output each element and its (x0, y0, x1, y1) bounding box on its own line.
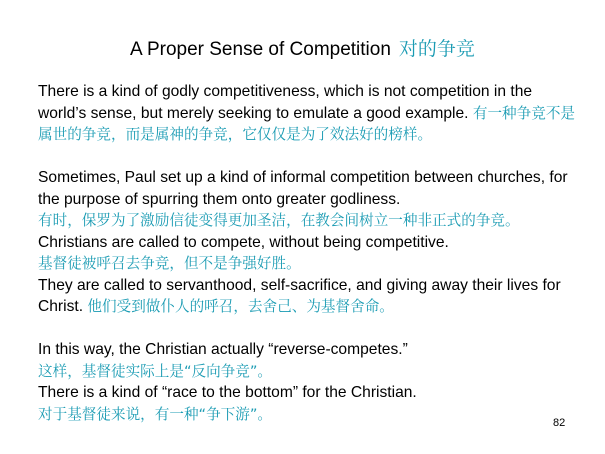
paragraph-3-english: Christians are called to compete, without being competitive. (38, 233, 449, 251)
paragraph-2-chinese: 有时，保罗为了激励信徒变得更加圣洁，在教会间树立一种非正式的争竞。 (38, 212, 520, 229)
title-english: A Proper Sense of Competition (130, 39, 391, 60)
paragraph-1-chinese: 有一种争竞不是属世的争竞，而是属神的争竞，它仅仅是为了效法好的榜样。 (38, 104, 576, 143)
paragraph-servanthood (38, 275, 578, 318)
spacer (38, 146, 578, 168)
paragraph-paul-competition (38, 167, 578, 232)
paragraph-6-chinese: 对于基督徒来说，有一种“争下游”。 (38, 405, 273, 423)
paragraph-6-english: There is a kind of “race to the bottom” for the Christian. (38, 384, 417, 401)
paragraph-called-to-compete (38, 232, 578, 275)
paragraph-5-chinese: 这样，基督徒实际上是“反向争竞”。 (38, 362, 273, 380)
page-number: 82 (553, 417, 566, 429)
paragraph-4-english: They are called to servanthood, self-sacrifice, and giving away their lives for Christ. (38, 276, 561, 315)
paragraph-godly-competitiveness (38, 81, 578, 146)
spacer (38, 318, 578, 340)
paragraph-4-chinese: 他们受到做仆人的呼召，去舍己、为基督舍命。 (87, 298, 394, 315)
slide-body (38, 81, 578, 425)
paragraph-race-to-bottom (38, 382, 578, 425)
slide-title (0, 37, 605, 62)
paragraph-reverse-competes (38, 339, 578, 382)
paragraph-3-chinese: 基督徒被呼召去争竞，但不是争强好胜。 (38, 255, 301, 272)
paragraph-2-english: Sometimes, Paul set up a kind of informal competition between churches, for the purpose of spurring them onto greater godliness. (38, 169, 568, 208)
paragraph-1-english: There is a kind of godly competitiveness, which is not competition in the world’s sense, but merely seeking to emulate a good example. (38, 83, 533, 122)
title-chinese: 对的争竞 (398, 38, 475, 60)
paragraph-5-english: In this way, the Christian actually “reverse-competes.” (38, 341, 408, 358)
